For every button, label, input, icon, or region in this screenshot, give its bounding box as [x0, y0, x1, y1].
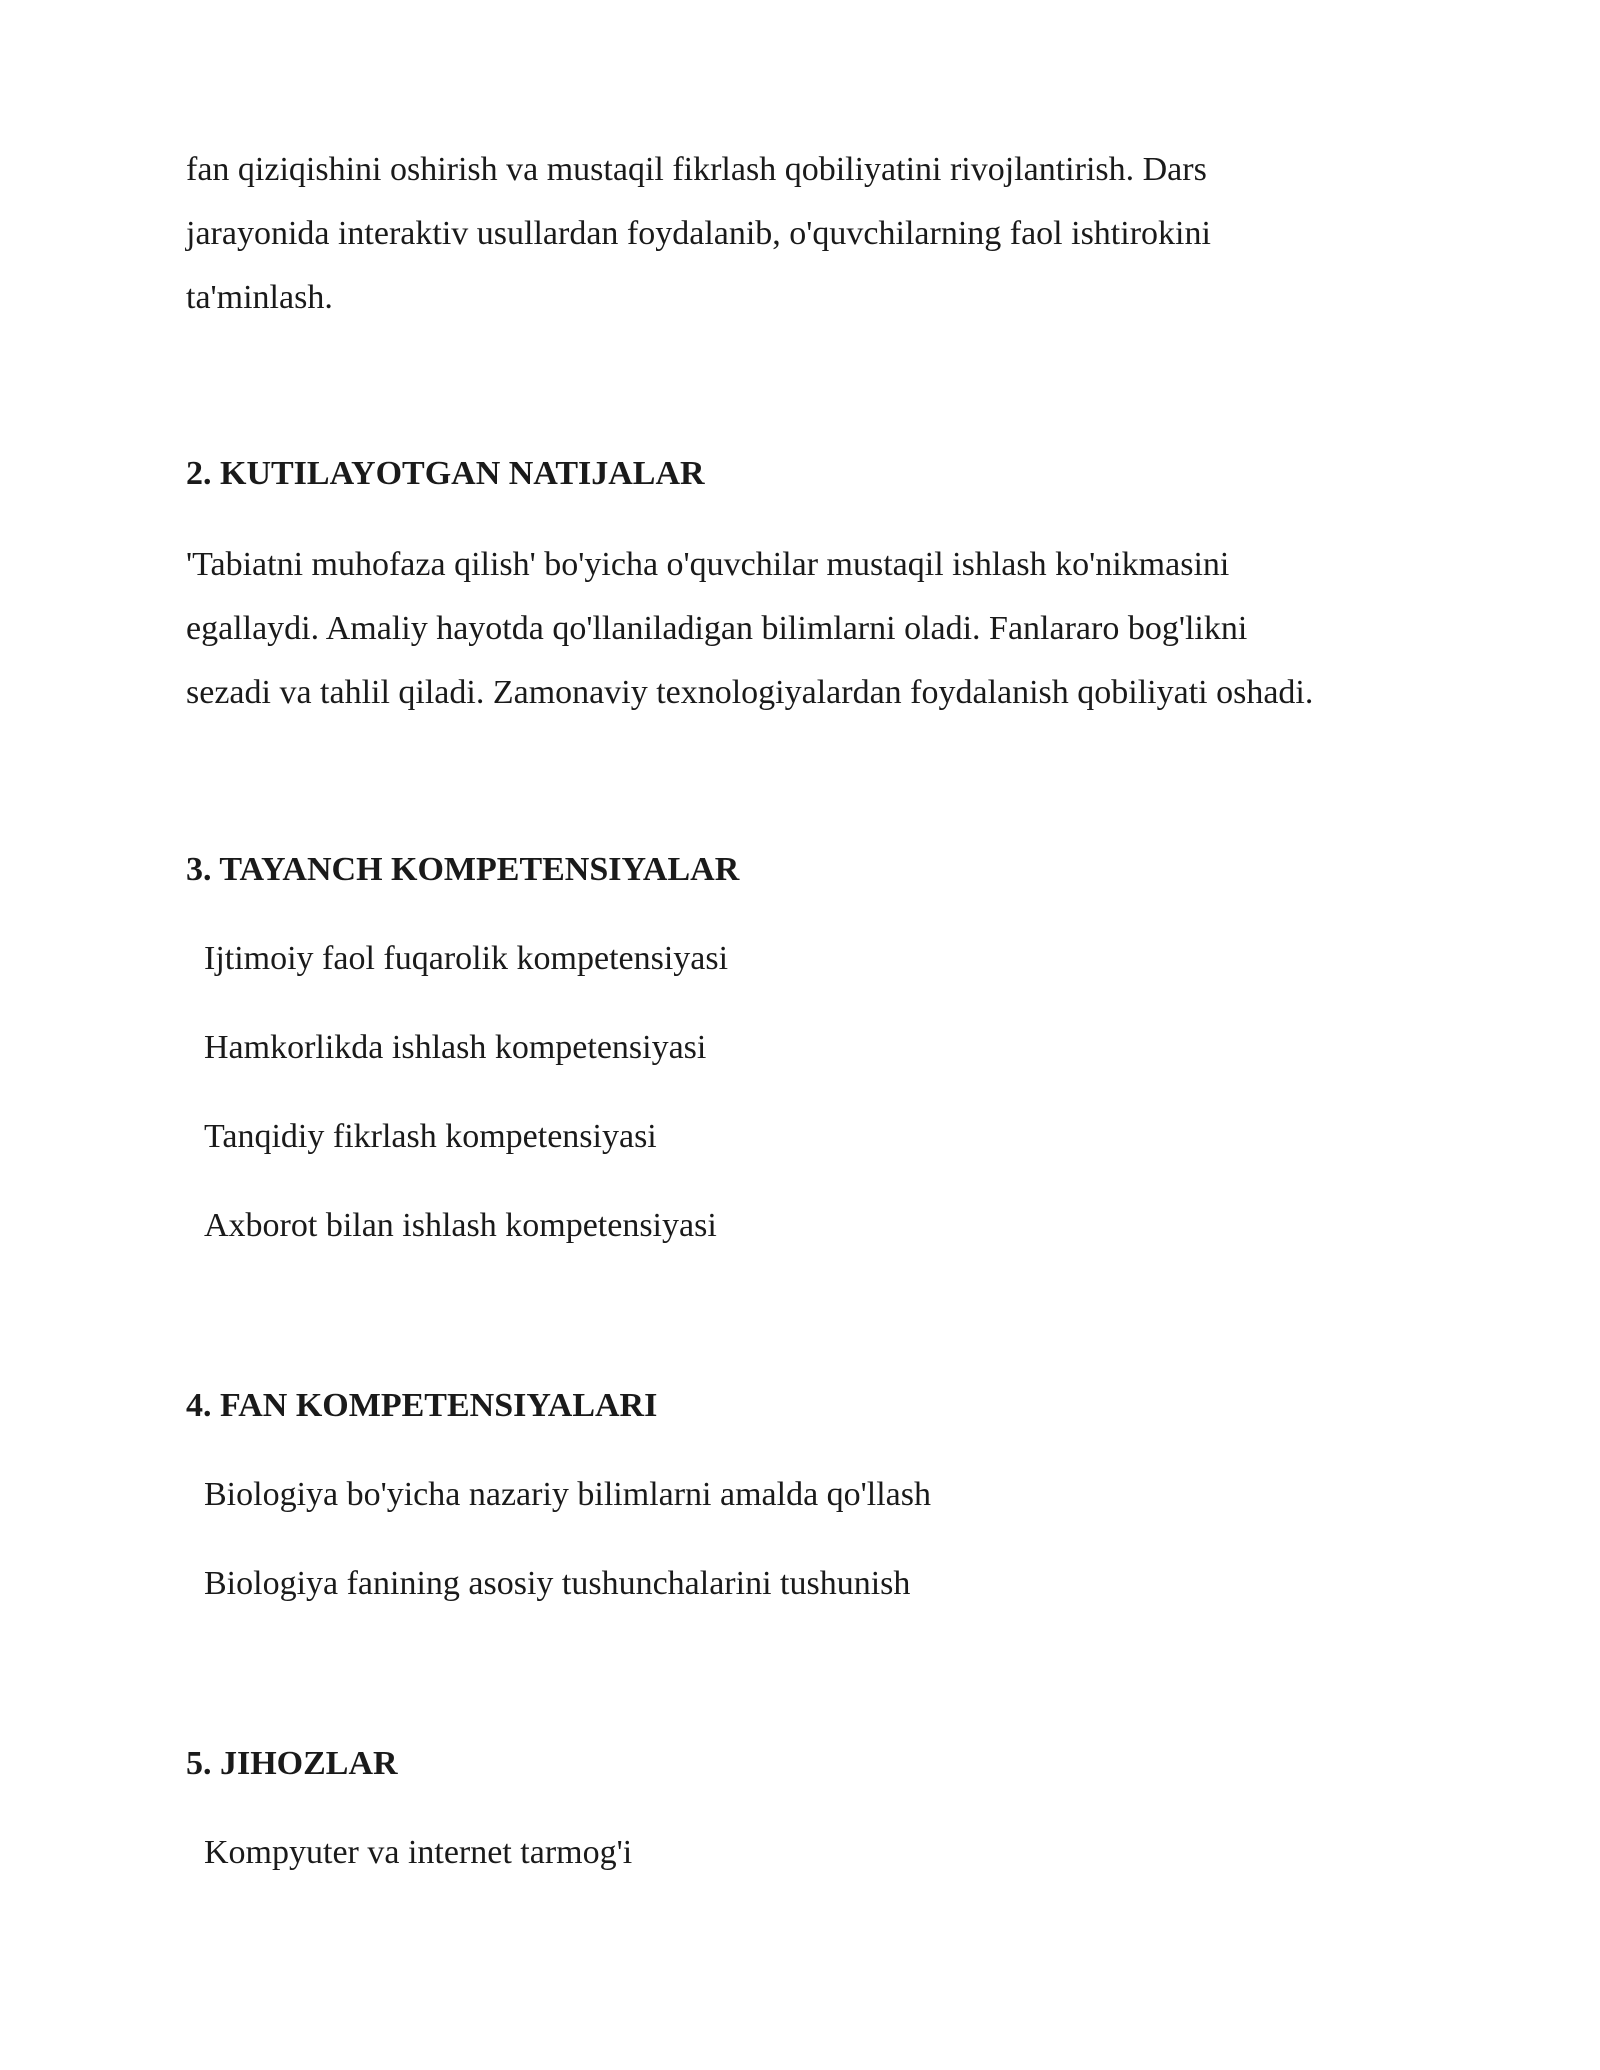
list-item: Ijtimoiy faol fuqarolik kompetensiyasi	[204, 940, 729, 977]
intro-line: ta'minlash.	[186, 279, 333, 316]
intro-line: jarayonida interaktiv usullardan foydalanib, o'quvchilarning faol ishtirokini	[186, 215, 1211, 252]
list-item: Biologiya fanining asosiy tushunchalarini tushunish	[204, 1565, 911, 1602]
natijalar-paragraph	[186, 533, 1313, 725]
paragraph-line: 'Tabiatni muhofaza qilish' bo'yicha o'quvchilar mustaqil ishlash ko'nikmasini	[186, 546, 1230, 583]
intro-line: fan qiziqishini oshirish va mustaqil fikrlash qobiliyatini rivojlantirish. Dars	[186, 151, 1207, 188]
section-heading-tayanch: 3. TAYANCH KOMPETENSIYALAR	[186, 851, 740, 888]
list-item: Kompyuter va internet tarmog'i	[204, 1834, 633, 1871]
paragraph-line: egallaydi. Amaliy hayotda qo'llaniladigan bilimlarni oladi. Fanlararo bog'likni	[186, 610, 1248, 647]
section-heading-jihozlar: 5. JIHOZLAR	[186, 1745, 398, 1782]
list-item: Axborot bilan ishlash kompetensiyasi	[204, 1207, 717, 1244]
section-heading-fan: 4. FAN KOMPETENSIYALARI	[186, 1387, 658, 1424]
list-item: Biologiya bo'yicha nazariy bilimlarni amalda qo'llash	[204, 1476, 931, 1513]
section-heading-natijalar: 2. KUTILAYOTGAN NATIJALAR	[186, 455, 705, 492]
list-item: Tanqidiy fikrlash kompetensiyasi	[204, 1118, 657, 1155]
list-item: Hamkorlikda ishlash kompetensiyasi	[204, 1029, 707, 1066]
intro-paragraph	[186, 138, 1211, 330]
paragraph-line: sezadi va tahlil qiladi. Zamonaviy texnologiyalardan foydalanish qobiliyati oshadi.	[186, 674, 1314, 711]
